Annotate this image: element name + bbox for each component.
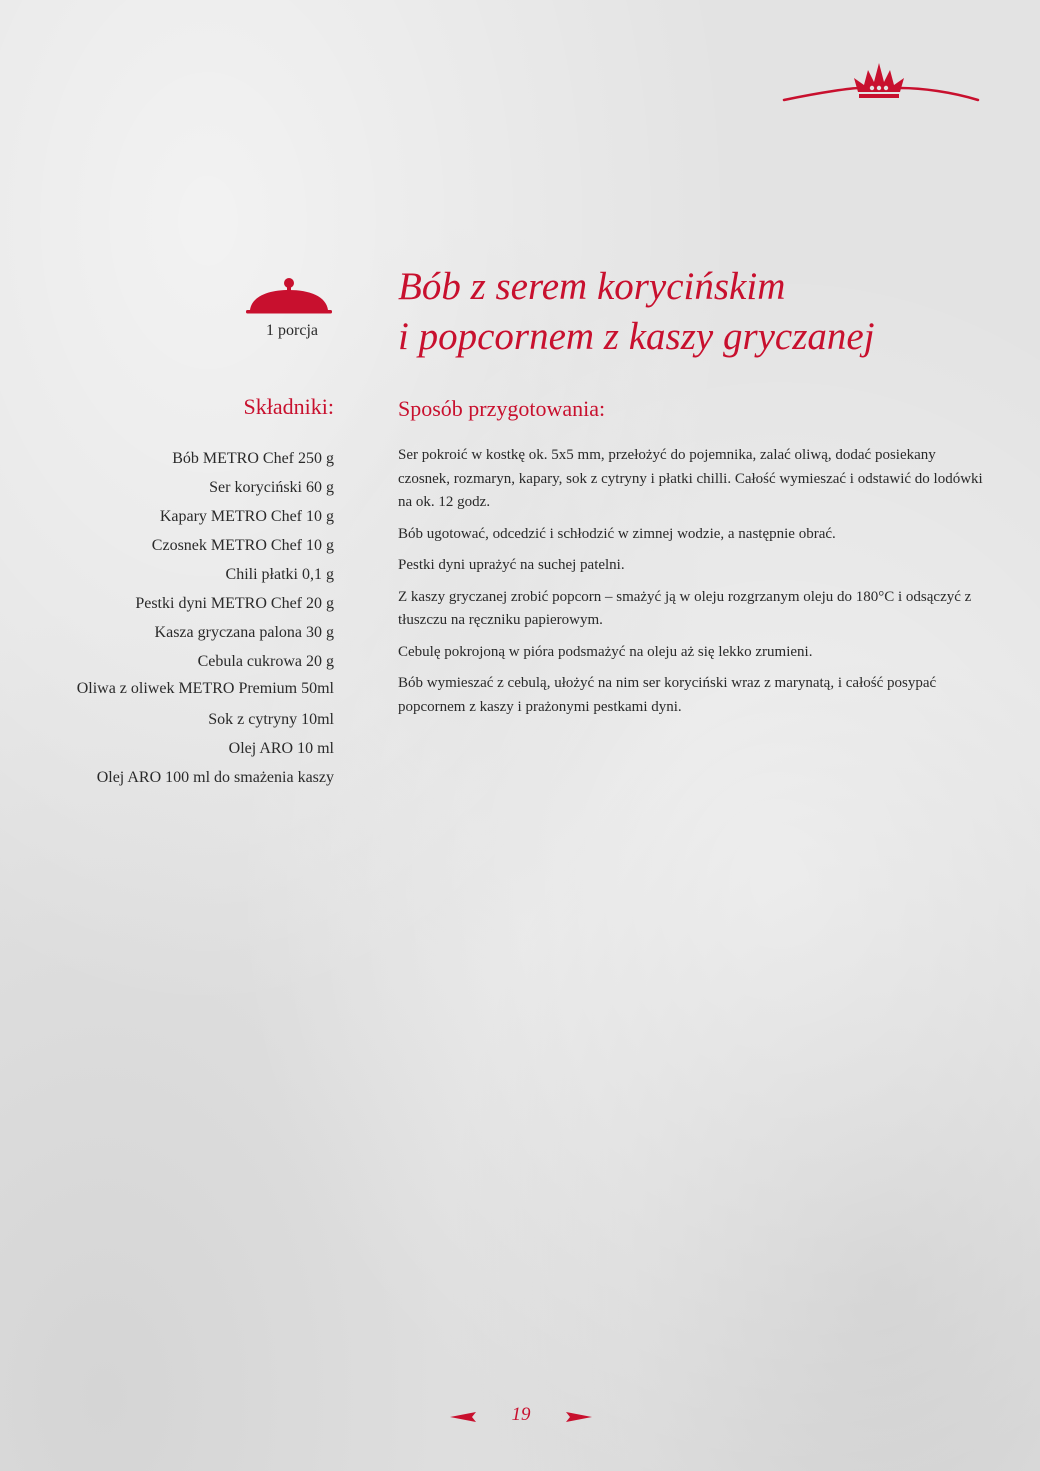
page-number: 19 <box>511 1404 531 1425</box>
method-heading: Sposób przygotowania: <box>398 396 606 421</box>
method-steps <box>398 444 983 727</box>
method-step: Cebulę pokrojoną w pióra podsmażyć na oleju aż się lekko zrumieni. <box>398 643 813 660</box>
right-arrow-icon[interactable] <box>566 1412 592 1422</box>
method-step: Ser pokroić w kostkę ok. 5x5 mm, przełożyć do pojemnika, zalać oliwą, dodać posiekany czosnek, rozmaryn, kapary, sok z cytryny i płatki chilli. Całość wymieszać i odstawić do lodówki na ok. 12 godz. <box>398 447 983 510</box>
method-step: Pestki dyni uprażyć na suchej patelni. <box>398 557 625 573</box>
ingredient-item: Oliwa z oliwek METRO Premium 50ml <box>76 680 334 697</box>
page-footer <box>450 1404 592 1432</box>
ingredient-item: Sok z cytryny 10ml <box>208 711 334 728</box>
method-step: Z kaszy gryczanej zrobić popcorn – smażyć ją w oleju rozgrzanym oleju do 180°C i odsączyć z tłuszczu na ręczniku papierowym. <box>398 588 972 628</box>
ingredients-heading: Składniki: <box>243 394 334 419</box>
ingredient-item: Cebula cukrowa 20 g <box>197 653 334 670</box>
ingredient-item: Chili płatki 0,1 g <box>225 566 334 583</box>
recipe-title <box>398 262 998 362</box>
ingredient-item: Ser koryciński 60 g <box>209 479 334 496</box>
method-step: Bób ugotować, odcedzić i schłodzić w zimnej wodzie, a następnie obrać. <box>398 525 836 542</box>
recipe-title-line-1: Bób z serem korycińskim <box>398 265 786 308</box>
recipe-title-line-2: i popcornem z kaszy gryczanej <box>398 315 875 358</box>
method-step: Bób wymieszać z cebulą, ułożyć na nim ser koryciński wraz z marynatą, i całość posypać popcornem z kaszy i prażonymi pestkami dyni. <box>398 675 937 715</box>
ingredient-item: Kasza gryczana palona 30 g <box>154 624 334 641</box>
ingredient-item: Olej ARO 10 ml <box>228 740 334 757</box>
ingredient-item: Pestki dyni METRO Chef 20 g <box>135 595 334 612</box>
crown-logo <box>782 58 980 108</box>
ingredient-item: Czosnek METRO Chef 10 g <box>151 537 334 554</box>
ingredient-item: Kapary METRO Chef 10 g <box>159 508 334 525</box>
ingredient-item: Bób METRO Chef 250 g <box>172 450 334 467</box>
portion-count: 1 porcja <box>266 322 318 339</box>
ingredient-item: Olej ARO 100 ml do smażenia kaszy <box>96 769 334 786</box>
cloche-icon <box>244 276 334 316</box>
ingredients-list <box>44 444 334 792</box>
